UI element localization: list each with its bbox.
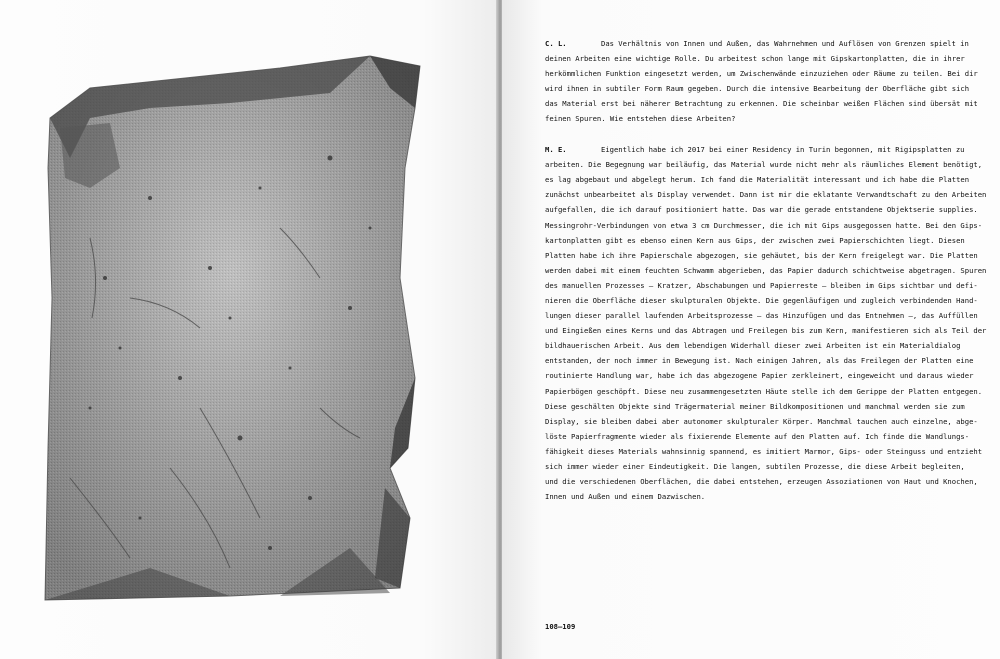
text-line: deinen Arbeiten eine wichtige Rolle. Du arbeitest schon lange mit Gipskartonplatten, die in ihrer: [545, 54, 965, 64]
text-line-content: Das Verhältnis von Innen und Außen, das Wahrnehmen und Auflösen von Grenzen spielt in: [601, 39, 969, 48]
text-line: herkömmlichen Funktion eingesetzt werden, um Zwischenwände einzuziehen oder Räume zu teilen. Bei dir: [545, 69, 978, 79]
artwork-photo-gypsum-sheet: [30, 48, 450, 608]
text-line: wird ihnen in subtiler Form Raum gegeben. Durch die intensive Bearbeitung der Oberfläche gibt sich: [545, 84, 970, 94]
text-line: bildhauerischen Arbeit. Aus dem lebendigen Widerhall dieser zwei Arbeiten ist ein Materialdialog: [545, 341, 961, 351]
text-line: [545, 36, 969, 51]
text-line: und Eingießen eines Kerns und das Abtragen und Freilegen bis zum Kern, manifestieren sich als Teil der: [545, 326, 987, 336]
text-line: Messingrohr-Verbindungen von etwa 3 cm Durchmesser, die ich mit Gips ausgegossen hatte. Bei den Gips-: [545, 220, 983, 230]
text-line: fähigkeit dieses Materials wahnsinnig spannend, es imitiert Marmor, Gips- oder Steinguss und entzieht: [545, 446, 983, 456]
text-line: Display, sie bleiben dabei aber autonomer skulpturaler Körper. Manchmal tauchen auch einzelne, abge-: [545, 416, 978, 426]
text-line: werden dabei mit einem feuchten Schwamm abgerieben, das Papier dadurch schichtweise abgetragen. Spuren: [545, 265, 987, 275]
text-line: entstanden, der noch immer in Bewegung ist. Nach einigen Jahren, als das Freilegen der Platten eine: [545, 356, 974, 366]
text-line: Diese geschälten Objekte sind Trägermaterial meiner Bildkompositionen und manchmal werden sie zum: [545, 401, 965, 411]
page-numbers: 108–109: [545, 622, 576, 631]
text-line: es lag abgebaut und abgelegt herum. Ich fand die Materialität interessant und ich habe die Platten: [545, 175, 970, 185]
speaker-label: M. E.: [545, 145, 567, 155]
text-line: Papierbögen geschöpft. Diese neu zusammengesetzten Häute stelle ich dem Gerippe der Platten entgegen.: [545, 386, 983, 396]
text-line: Innen und Außen und einem Dazwischen.: [545, 492, 706, 502]
text-line: routinierte Handlung war, habe ich das abgezogene Papier zerkleinert, eingeweicht und daraus wieder: [545, 371, 974, 381]
interview-question: [545, 36, 978, 127]
text-line: des manuellen Prozesses – Kratzer, Abschabungen und Papierreste – bleiben im Gips sichtbar und defi-: [545, 280, 978, 290]
interview-text: [545, 36, 987, 520]
interview-answer: [545, 142, 987, 504]
text-line: [545, 142, 965, 157]
text-line: aufgefallen, die ich darauf positioniert hatte. Das war die gerade entstandene Objektserie supplies.: [545, 205, 978, 215]
text-line: nieren die Oberfläche dieser skulpturalen Objekte. Die gegenläufigen und zugleich verbindenden Hand-: [545, 296, 978, 305]
text-line: zunächst unbearbeitet als Display verwendet. Dann ist mir die eklatante Verwandtschaft zu den Arbeiten: [545, 190, 987, 200]
artwork-image: [30, 48, 450, 608]
text-line: lungen dieser parallel laufenden Arbeitsprozesse – das Hinzufügen und das Entnehmen –, das Auffüllen: [545, 311, 978, 321]
text-line: das Material erst bei näherer Betrachtung zu erkennen. Die scheinbar weißen Flächen sind übersät mit: [545, 99, 978, 109]
text-line: arbeiten. Die Begegnung war beiläufig, das Material wurde nicht mehr als räumliches Element benötigt,: [545, 160, 983, 170]
text-line: Platten habe ich ihre Papierschale abgezogen, sie gehäutet, bis der Kern freigelegt war. Die Platten: [545, 250, 978, 260]
text-line: feinen Spuren. Wie entstehen diese Arbeiten?: [545, 114, 736, 124]
text-line: löste Papierfragmente wieder als fixierende Elemente auf den Platten auf. Ich finde die Wandlungs-: [545, 431, 970, 441]
text-line: kartonplatten gibt es ebenso einen Kern aus Gips, der zwischen zwei Papierschichten liegt. Diesen: [545, 235, 965, 245]
text-line: sich immer wieder einer Eindeutigkeit. Die langen, subtilen Prozesse, die diese Arbeit begleiten,: [545, 462, 965, 472]
text-line: und die verschiedenen Oberflächen, die dabei entstehen, erzeugen Assoziationen von Haut und Knochen,: [545, 477, 978, 487]
text-line-content: Eigentlich habe ich 2017 bei einer Residency in Turin begonnen, mit Rigipsplatten zu: [601, 145, 965, 155]
speaker-label: C. L.: [545, 39, 567, 48]
left-page: [0, 0, 498, 659]
